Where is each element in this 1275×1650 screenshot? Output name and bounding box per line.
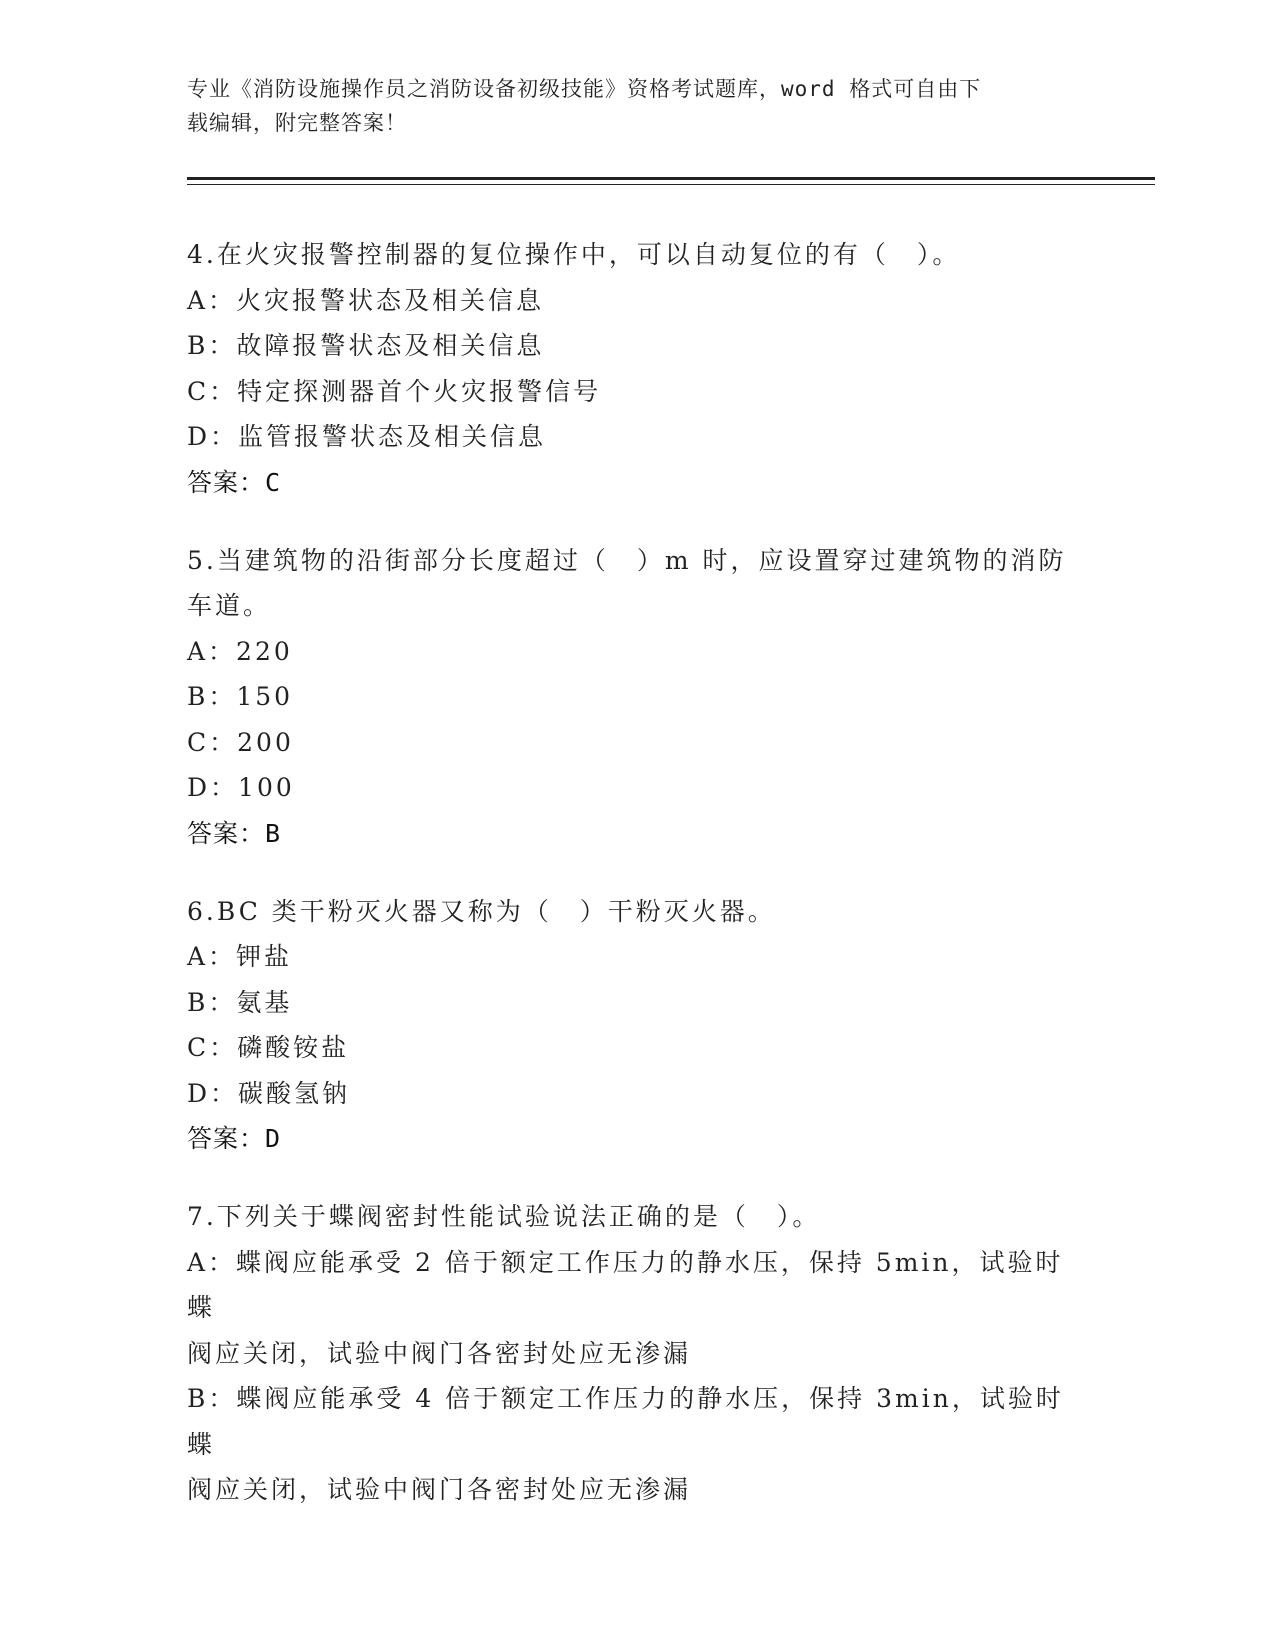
header-line-2: 载编辑，附完整答案！ bbox=[187, 111, 407, 135]
question-stem: 5.当建筑物的沿街部分长度超过（ ）m 时，应设置穿过建筑物的消防 bbox=[187, 545, 1067, 575]
question-item bbox=[187, 889, 1087, 1163]
option-c: C：200 bbox=[187, 727, 294, 757]
header-divider-thick bbox=[187, 177, 1155, 180]
option-b-continued: 阀应关闭，试验中阀门各密封处应无渗漏 bbox=[187, 1475, 692, 1504]
option-a: A：220 bbox=[187, 636, 293, 666]
option-a: A：火灾报警状态及相关信息 bbox=[187, 285, 545, 315]
option-d: D：监管报警状态及相关信息 bbox=[187, 422, 547, 451]
question-list bbox=[187, 232, 1087, 1545]
answer-line: 答案：D bbox=[187, 1124, 282, 1153]
option-b: B：故障报警状态及相关信息 bbox=[187, 331, 545, 360]
option-d: D：碳酸氢钠 bbox=[187, 1078, 351, 1108]
question-stem: 4.在火灾报警控制器的复位操作中，可以自动复位的有（ ）。 bbox=[187, 240, 961, 269]
header-line-1: 专业《消防设施操作员之消防设备初级技能》资格考试题库，word 格式可自由下 bbox=[187, 77, 982, 101]
document-header bbox=[187, 72, 1067, 140]
question-item bbox=[187, 1194, 1087, 1513]
question-item bbox=[187, 538, 1087, 857]
question-stem: 6.BC 类干粉灭火器又称为（ ）干粉灭火器。 bbox=[187, 896, 776, 926]
answer-line: 答案：C bbox=[187, 467, 282, 497]
option-c: C：磷酸铵盐 bbox=[187, 1033, 350, 1062]
question-stem-continued: 车道。 bbox=[187, 591, 272, 620]
option-b: B：氨基 bbox=[187, 987, 293, 1017]
option-a: A：蝶阀应能承受 2 倍于额定工作压力的静水压，保持 5min，试验时蝶 bbox=[187, 1247, 1064, 1322]
question-stem: 7.下列关于蝶阀密封性能试验说法正确的是（ ）。 bbox=[187, 1202, 821, 1231]
header-divider-thin bbox=[187, 184, 1155, 185]
option-b: B：150 bbox=[187, 682, 294, 711]
option-c: C：特定探测器首个火灾报警信号 bbox=[187, 376, 602, 406]
option-a-continued: 阀应关闭，试验中阀门各密封处应无渗漏 bbox=[187, 1338, 692, 1368]
question-item bbox=[187, 232, 1087, 506]
option-b: B：蝶阀应能承受 4 倍于额定工作压力的静水压，保持 3min，试验时蝶 bbox=[187, 1384, 1064, 1459]
option-a: A：钾盐 bbox=[187, 942, 293, 971]
answer-line: 答案：B bbox=[187, 818, 282, 848]
option-d: D：100 bbox=[187, 773, 295, 802]
